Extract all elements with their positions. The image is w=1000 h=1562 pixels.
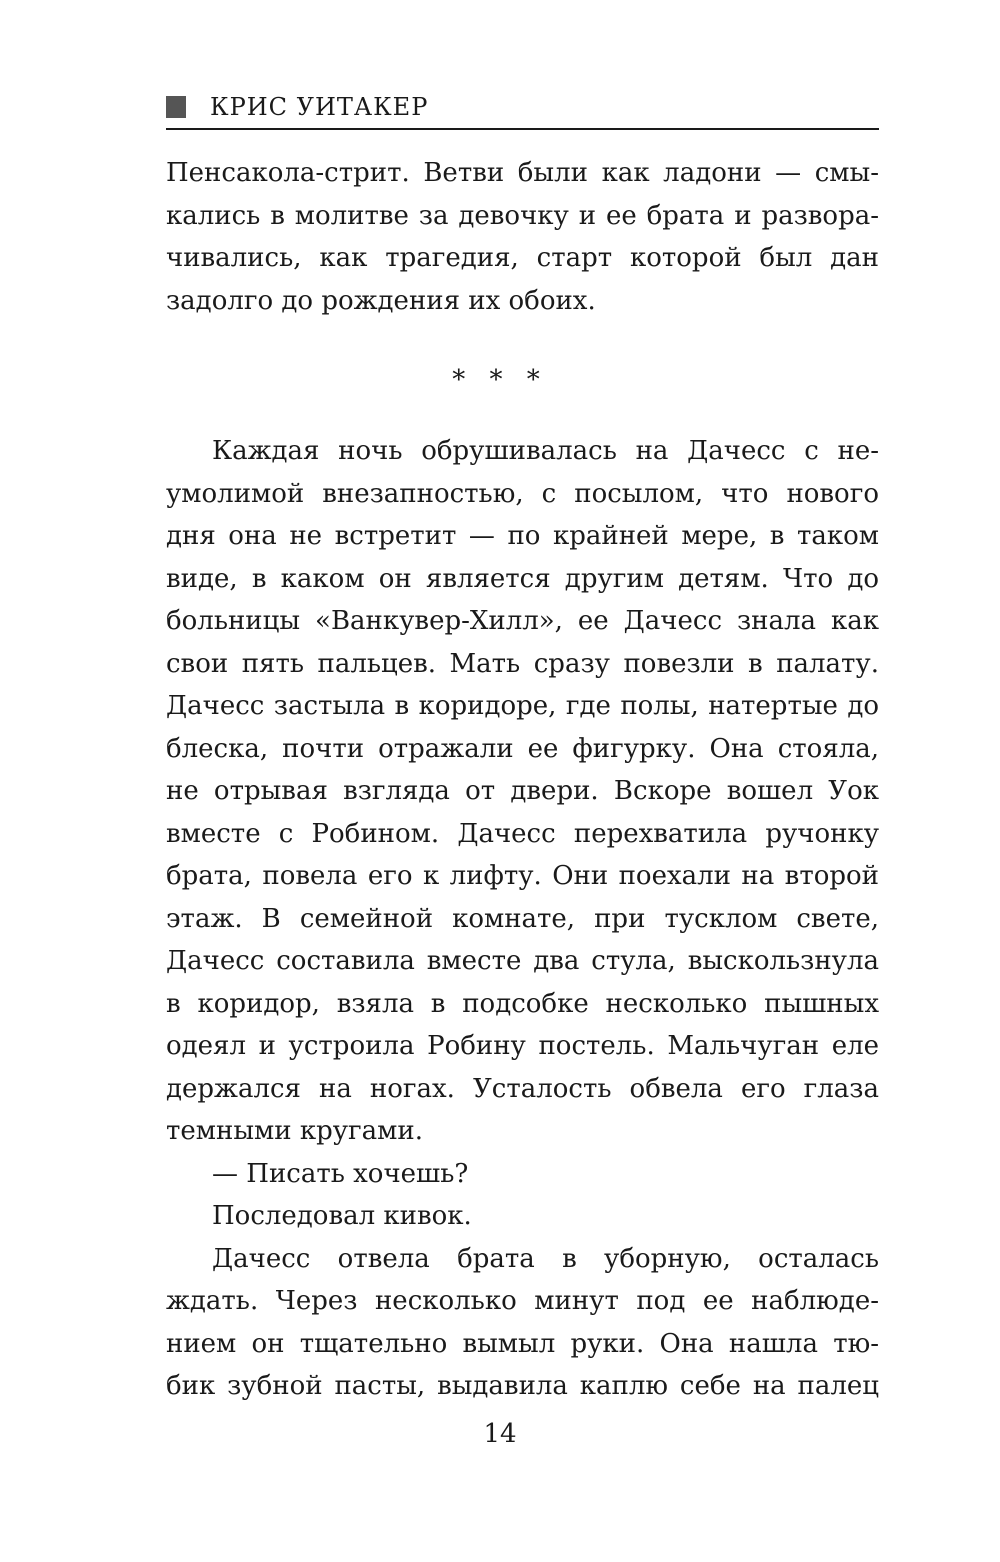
text-line: нием он тщательно вымыл руки. Она нашла тю-	[166, 1328, 879, 1359]
main-text	[166, 430, 879, 1408]
text-line: кались в молитве за девочку и ее брата и развора-	[166, 200, 879, 231]
text-line: больницы «Ванкувер-Хилл», ее Дачесс знала как	[166, 606, 879, 636]
text-line: Каждая ночь обрушивалась на Дачесс с не-	[212, 436, 879, 466]
dialogue-line: — Писать хочешь?	[212, 1158, 469, 1189]
text-line: дня она не встретит — по крайней мере, в таком	[166, 521, 879, 551]
text-line: Дачесс составила вместе два стула, выскользнула	[166, 946, 879, 976]
text-line: в коридор, взяла в подсобке несколько пышных	[166, 988, 879, 1019]
running-header	[166, 92, 879, 130]
text-line: умолимой внезапностью, с посылом, что нового	[166, 478, 879, 509]
text-line: виде, в каком он является другим детям. Что до	[166, 563, 879, 594]
text-line: этаж. В семейной комнате, при тусклом свете,	[166, 903, 879, 934]
text-line: задолго до рождения их обоих.	[166, 285, 596, 316]
header-author: КРИС УИТАКЕР	[210, 93, 429, 121]
text-line: Последовал кивок.	[212, 1201, 472, 1231]
text-line: блеска, почти отражали ее фигурку. Она стояла,	[166, 733, 879, 764]
text-line: Дачесс отвела брата в уборную, осталась	[212, 1243, 879, 1274]
text-line: Пенсакола-стрит. Ветви были как ладони — смы-	[166, 158, 879, 188]
page-number: 14	[483, 1419, 517, 1449]
text-line: темными кругами.	[166, 1116, 423, 1146]
text-line: одеял и устроила Робину постель. Мальчуган еле	[166, 1031, 879, 1061]
intro-paragraph	[166, 152, 879, 322]
text-line: держался на ногах. Усталость обвела его глаза	[166, 1073, 879, 1104]
text-line: Дачесс застыла в коридоре, где полы, натертые до	[166, 691, 879, 721]
section-separator: * * *	[452, 365, 548, 395]
text-line: ждать. Через несколько минут под ее наблюде-	[166, 1286, 879, 1316]
text-line: свои пять пальцев. Мать сразу повезли в палату.	[166, 648, 879, 679]
header-square-mark	[166, 96, 186, 118]
text-line: вместе с Робином. Дачесс перехватила ручонку	[166, 818, 879, 849]
text-line: чивались, как трагедия, старт которой был дан	[166, 243, 879, 273]
text-line: бик зубной пасты, выдавила каплю себе на палец	[166, 1371, 879, 1401]
text-line: брата, повела его к лифту. Они поехали на второй	[166, 861, 879, 891]
text-line: не отрывая взгляда от двери. Вскоре вошел Уок	[166, 776, 879, 806]
